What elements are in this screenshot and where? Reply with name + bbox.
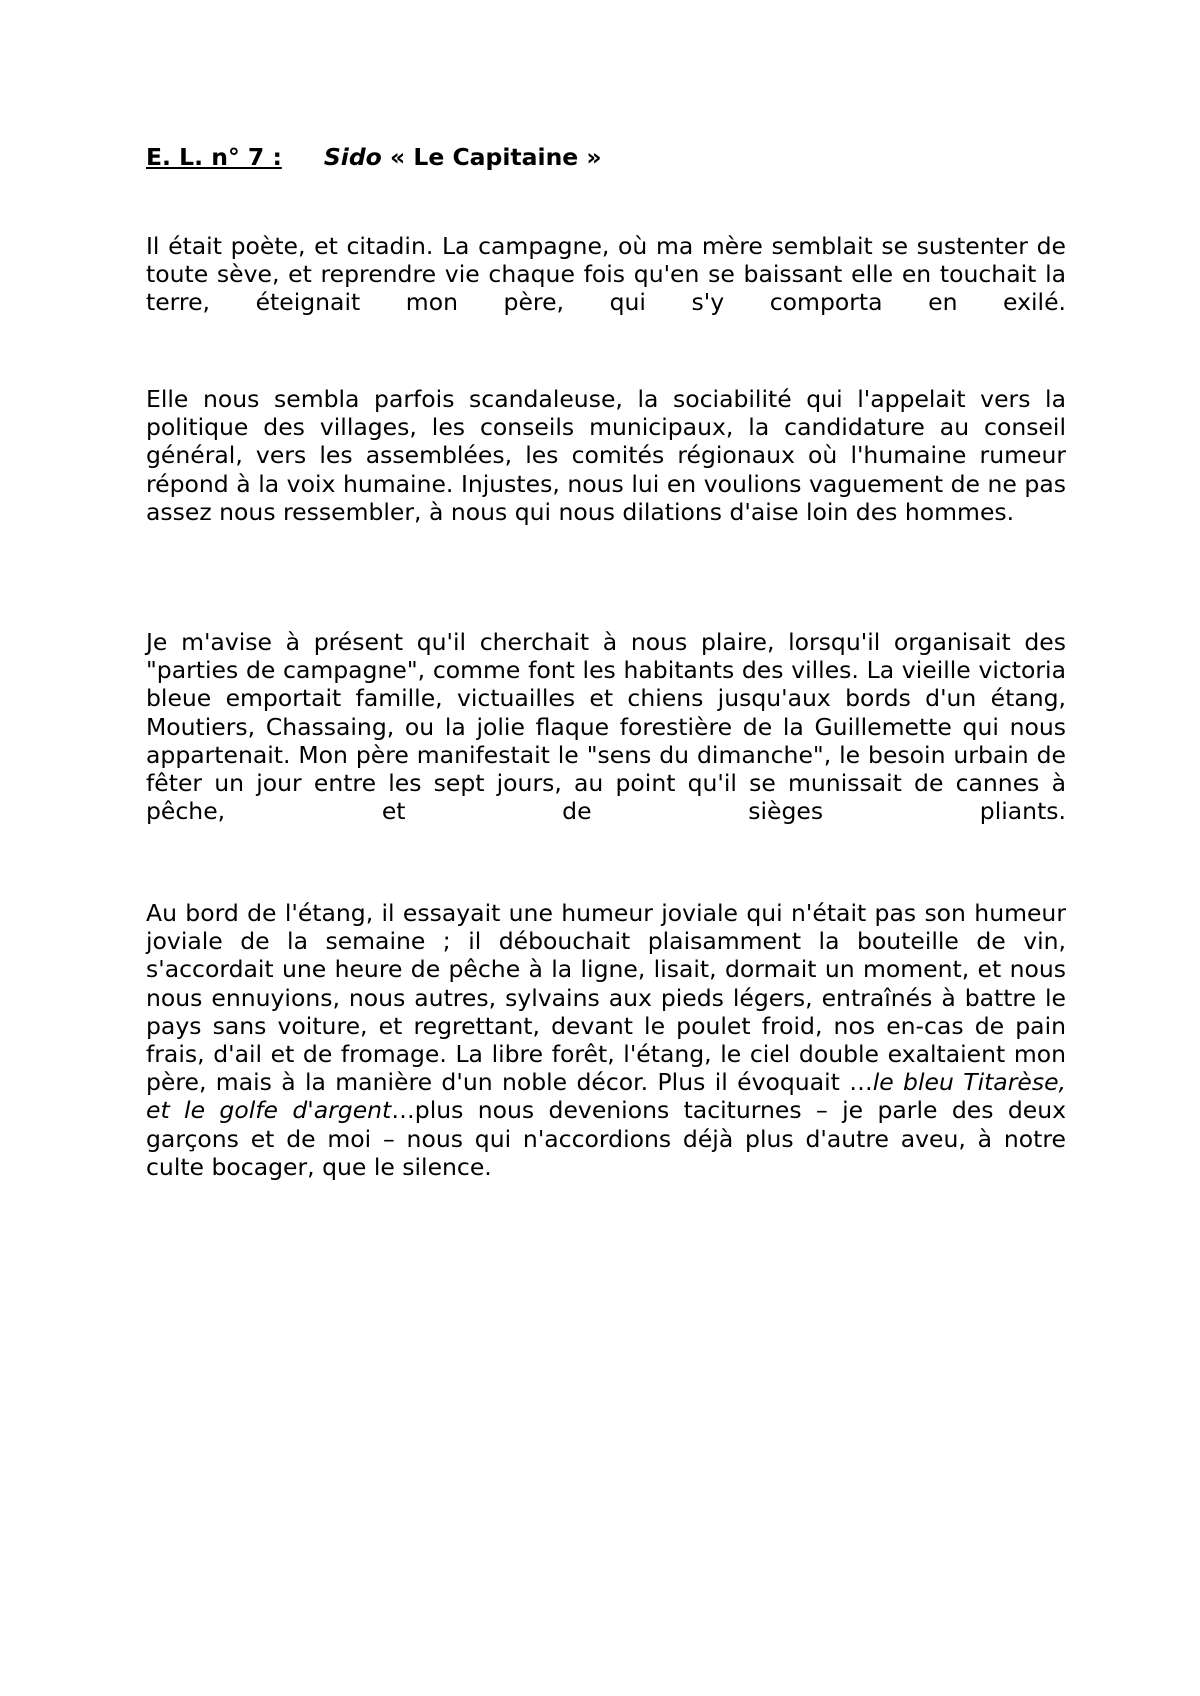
chapter-title: « Le Capitaine »: [389, 143, 602, 171]
paragraph-4: [146, 899, 1066, 1181]
quoted-verse: le bleu Titarèse, et le golfe d'argent: [146, 1068, 1067, 1125]
page-heading: [146, 143, 602, 171]
paragraph-2: Elle nous sembla parfois scandaleuse, la sociabilité qui l'appelait vers la politique des villages, les conseils municipaux, la candidature au conseil général, vers les assemblées, les comités régionaux où l'humaine rumeur répond à la voix humaine. Injustes, nous lui en voulions vaguement de ne pas assez nous ressembler, à nous qui nous dilations d'aise loin des hommes.: [146, 385, 1066, 526]
work-title: Sido: [323, 143, 382, 171]
paragraph-3: Je m'avise à présent qu'il cherchait à nous plaire, lorsqu'il organisait des "parties de campagne", comme font les habitants des villes. La vieille victoria bleue emportait famille, victuailles et chiens jusqu'aux bords d'un étang, Moutiers, Chassaing, ou la jolie flaque forestière de la Guillemette qui nous appartenait. Mon père manifestait le "sens du dimanche", le besoin urbain de fêter un jour entre les sept jours, au point qu'il se munissait de cannes à pêche, et de sièges pliants.: [146, 628, 1066, 826]
paragraph-4-part-2: …plus nous devenions taciturnes – je parle des deux garçons et de moi – nous qui n'accordions déjà plus d'autre aveu, à notre culte bocager, que le silence.: [146, 1096, 1066, 1181]
lecture-reference: E. L. n° 7 :: [146, 143, 282, 171]
paragraph-4-part-1: Au bord de l'étang, il essayait une humeur joviale qui n'était pas son humeur joviale de la semaine ; il débouchait plaisamment la bouteille de vin, s'accordait une heure de pêche à la ligne, lisait, dormait un moment, et nous nous ennuyions, nous autres, sylvains aux pieds légers, entraînés à battre le pays sans voiture, et regrettant, devant le poulet froid, nos en-cas de pain frais, d'ail et de fromage. La libre forêt, l'étang, le ciel double exaltaient mon père, mais à la manière d'un noble décor. Plus il évoquait …: [146, 899, 1066, 1097]
paragraph-1: Il était poète, et citadin. La campagne, où ma mère semblait se sustenter de toute sève, et reprendre vie chaque fois qu'en se baissant elle en touchait la terre, éteignait mon père, qui s'y comporta en exilé.: [146, 232, 1066, 317]
